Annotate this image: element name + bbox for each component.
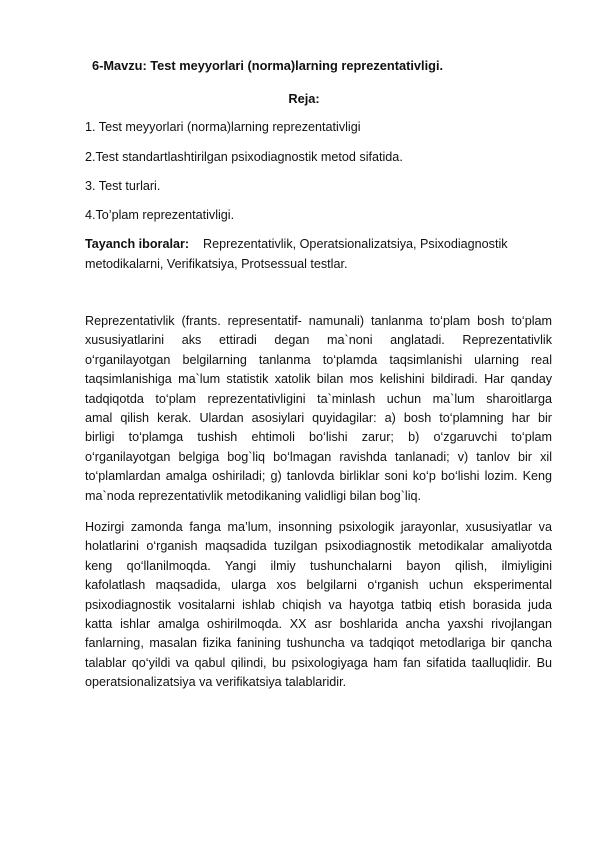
plan-heading-text: Reja:	[288, 91, 320, 106]
paragraph-1	[85, 312, 552, 506]
paragraph-line: birligi to‘plamga tushish ehtimoli bo‘lishi zarur; b) o‘zgaruvchi to‘plam	[85, 430, 552, 445]
document-title: 6-Mavzu: Test meyyorlari (norma)larning reprezentativligi.	[92, 58, 444, 73]
paragraph-line: keng qo‘llanilmoqda. Yangi ilmiy tushunchalarni bayon qilish, ilmiyligini	[85, 558, 552, 573]
paragraph-line: Reprezentativlik (frants. representatif- namunali) tanlanma to‘plam bosh to‘plam	[85, 314, 552, 328]
paragraph-line: psixodiagnostik vositalarni ishlab chiqish va hayotga tatbiq etish borasida juda	[85, 597, 552, 612]
plan-heading	[0, 89, 596, 108]
paragraph-line: xususiyatlarini aks ettiradi degan ma`noni anglatadi. Reprezentativlik	[85, 333, 552, 348]
keywords-block	[85, 234, 525, 274]
plan-item-1: 1. Test meyyorlari (norma)larning reprezentativligi	[85, 120, 361, 134]
paragraph-line: tadqiqotda to‘plam reprezentativligini ta`minlash uchun ma`lum sharoitlarga	[85, 391, 552, 406]
plan-item-2: 2.Test standartlashtirilgan psixodiagnostik metod sifatida.	[85, 150, 403, 164]
paragraph-line: amal qilish kerak. Ulardan asosiylari quyidagilar: a) bosh to‘plamning har bir	[85, 411, 552, 426]
paragraph-line: holatlarini o‘rganish maqsadida tuzilgan psixodiagnostik metodikalar amaliyotda	[85, 539, 552, 554]
keywords-label: Tayanch iboralar:	[85, 237, 190, 251]
keywords-text: Reprezentativlik, Operatsionalizatsiya, Psixodiagnostik metodikalarni, Verifikatsiya, Protsessual testlar.	[85, 237, 508, 271]
paragraph-line: fanlarning, masalan fizika fanining tushuncha va tadqiqot metodlariga bir qancha	[85, 636, 552, 651]
paragraph-line: katta ishlar amalga oshirilmoqda. XX asr boshlarida ancha yaxshi rivojlangan	[85, 617, 552, 632]
plan-item-4: 4.To’plam reprezentativligi.	[85, 208, 235, 222]
paragraph-2	[85, 518, 552, 693]
paragraph-line: kafolatlash maqsadida, ularga xos belgilarni o‘rganish uchun eksperimental	[85, 578, 552, 593]
paragraph-line: o‘rganilayotgan belgiga bog`liq bo‘lmagan ravishda tanlanadi; v) tanlov bir xil	[85, 449, 552, 464]
paragraph-line: o‘rganilayotgan belgilarning tanlanma to‘plamda taqsimlanishi ularning real	[85, 352, 552, 367]
paragraph-line: to‘plamlardan amalga oshiriladi; g) tanlovda birliklar soni ko‘p bo‘lishi lozim. Keng	[85, 469, 552, 484]
paragraph-line: operatsionalizatsiya va verifikatsiya talablaridir.	[85, 675, 347, 690]
paragraph-line: taqsimlanishiga ma`lum statistik xatolik bilan mos kelishini bildiradi. Har qanday	[85, 372, 552, 387]
paragraph-line: talablar qo‘yildi va qabul qilindi, bu psixologiyaga ham fan sifatida taalluqlidir. Bu	[85, 655, 552, 670]
paragraph-line: Hozirgi zamonda fanga ma’lum, insonning psixologik jarayonlar, xususiyatlar va	[85, 520, 552, 534]
plan-item-3: 3. Test turlari.	[85, 179, 161, 193]
paragraph-line: ma`noda reprezentativlik metodikaning validligi bilan bog`liq.	[85, 488, 422, 503]
